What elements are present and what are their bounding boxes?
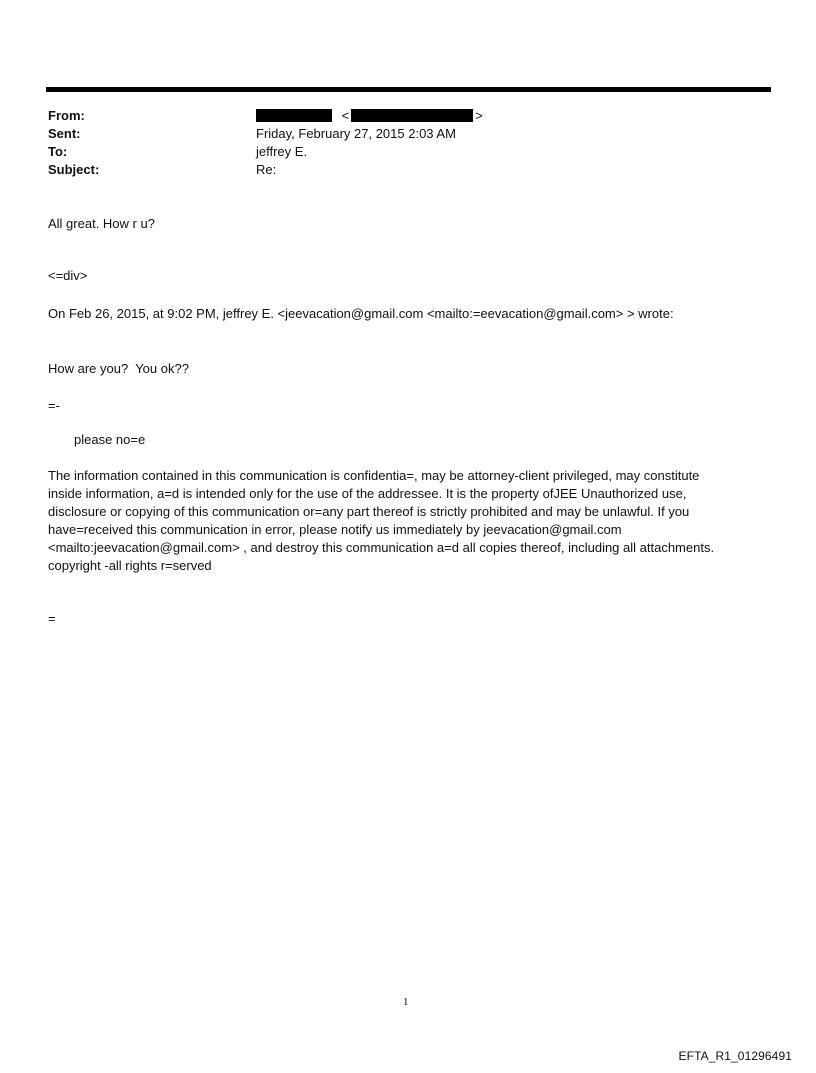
from-value <box>256 107 483 125</box>
quote-intro: On Feb 26, 2015, at 9:02 PM, jeffrey E. <jeevacation@gmail.com <mailto:=eevacation@gmail.com> > wrote: <box>48 306 674 321</box>
disclaimer-line: The information contained in this communication is confidentia=, may be attorney-client privileged, may constitute <box>48 468 700 483</box>
subject-label: Subject: <box>48 162 100 177</box>
separator-text: =- <box>48 398 60 413</box>
header-rule <box>46 87 771 92</box>
page-number: 1 <box>403 996 409 1008</box>
please-text: please no=e <box>74 432 146 447</box>
disclaimer <box>48 467 768 575</box>
div-tag-text: <=div> <box>48 268 88 283</box>
disclaimer-line: inside information, a=d is intended only for the use of the addressee. It is the property ofJEE Unauthorized use, <box>48 486 687 501</box>
subject-value: Re: <box>256 162 277 177</box>
redaction-box <box>256 109 332 122</box>
question-text: How are you? You ok?? <box>48 361 189 376</box>
to-label: To: <box>48 144 68 159</box>
redaction-box <box>351 109 473 122</box>
from-lt: < <box>341 108 350 123</box>
sent-value: Friday, February 27, 2015 2:03 AM <box>256 126 456 141</box>
end-marker: = <box>48 611 56 626</box>
bates-number: EFTA_R1_01296491 <box>678 1049 792 1063</box>
disclaimer-line: disclosure or copying of this communication or=any part thereof is strictly prohibited and may be unlawful. If you <box>48 504 690 519</box>
to-value: jeffrey E. <box>256 144 308 159</box>
sent-label: Sent: <box>48 126 81 141</box>
disclaimer-line: <mailto:jeevacation@gmail.com> , and destroy this communication a=d all copies thereof, including all attachments. <box>48 540 715 555</box>
disclaimer-line: have=received this communication in error, please notify us immediately by jeevacation@gmail.com <box>48 522 622 537</box>
from-label: From: <box>48 108 85 123</box>
disclaimer-line: copyright -all rights r=served <box>48 558 212 573</box>
from-gt: > <box>475 108 483 123</box>
reply-text: All great. How r u? <box>48 216 155 231</box>
